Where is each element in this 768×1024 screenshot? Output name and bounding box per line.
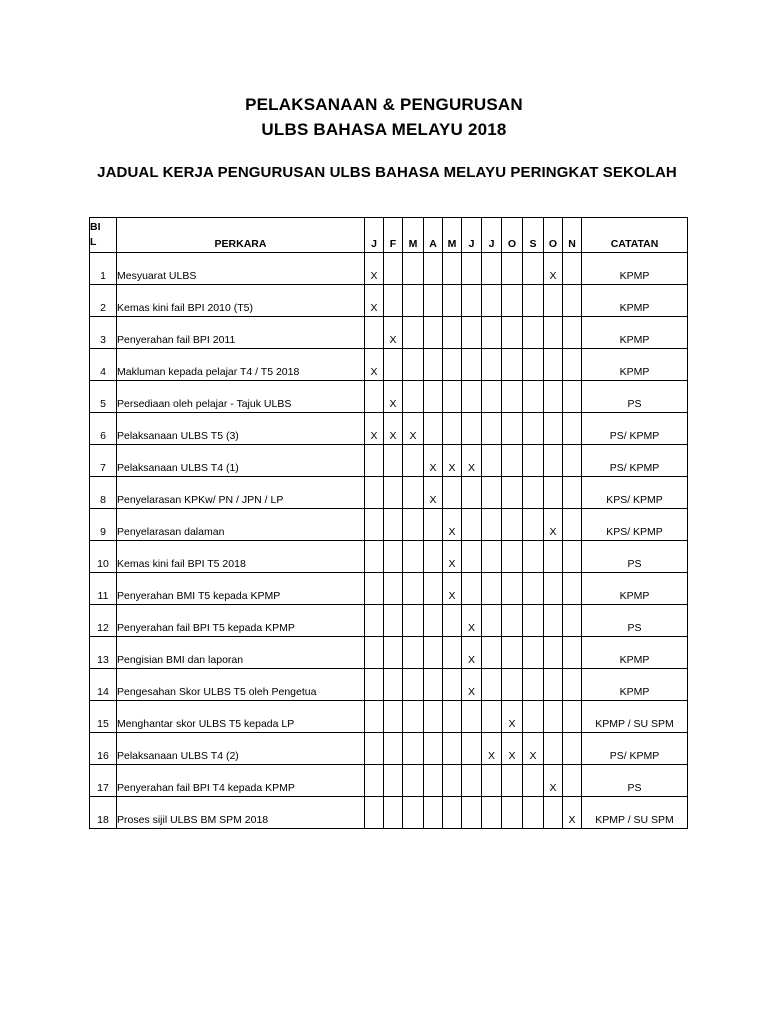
row-catatan: KPMP bbox=[582, 285, 688, 317]
month-mark-cell bbox=[365, 541, 384, 573]
month-mark-cell bbox=[443, 733, 462, 765]
month-mark-cell bbox=[462, 349, 482, 381]
table-row bbox=[90, 477, 688, 509]
month-mark-cell bbox=[365, 605, 384, 637]
month-mark-cell bbox=[365, 733, 384, 765]
month-mark-cell bbox=[365, 637, 384, 669]
row-perkara: Penyerahan fail BPI 2011 bbox=[117, 317, 365, 349]
month-mark-cell: X bbox=[502, 733, 523, 765]
month-mark-cell bbox=[403, 381, 424, 413]
month-mark-cell: X bbox=[462, 445, 482, 477]
month-mark-cell bbox=[563, 349, 582, 381]
month-mark-cell bbox=[384, 477, 403, 509]
row-perkara: Pelaksanaan ULBS T5 (3) bbox=[117, 413, 365, 445]
month-mark-cell bbox=[443, 765, 462, 797]
month-mark-cell bbox=[365, 765, 384, 797]
month-mark-cell bbox=[502, 381, 523, 413]
month-mark-cell bbox=[544, 605, 563, 637]
month-mark-cell bbox=[544, 541, 563, 573]
month-mark-cell bbox=[563, 381, 582, 413]
row-number: 8 bbox=[90, 477, 117, 509]
month-mark-cell bbox=[403, 285, 424, 317]
table-row bbox=[90, 669, 688, 701]
month-mark-cell bbox=[443, 797, 462, 829]
row-catatan: KPMP bbox=[582, 317, 688, 349]
month-mark-cell bbox=[403, 477, 424, 509]
row-catatan: KPMP bbox=[582, 349, 688, 381]
month-mark-cell bbox=[462, 733, 482, 765]
month-mark-cell bbox=[563, 445, 582, 477]
month-mark-cell: X bbox=[384, 381, 403, 413]
month-mark-cell: X bbox=[424, 477, 443, 509]
month-mark-cell bbox=[523, 509, 544, 541]
month-mark-cell bbox=[502, 541, 523, 573]
month-mark-cell bbox=[502, 317, 523, 349]
header-bil-line2: L bbox=[90, 236, 97, 248]
month-mark-cell: X bbox=[443, 541, 462, 573]
row-number: 7 bbox=[90, 445, 117, 477]
month-mark-cell bbox=[523, 253, 544, 285]
month-mark-cell bbox=[462, 701, 482, 733]
month-mark-cell bbox=[403, 509, 424, 541]
row-perkara: Kemas kini fail BPI T5 2018 bbox=[117, 541, 365, 573]
month-mark-cell bbox=[502, 573, 523, 605]
month-mark-cell bbox=[403, 573, 424, 605]
month-mark-cell bbox=[523, 413, 544, 445]
month-mark-cell bbox=[523, 445, 544, 477]
month-mark-cell bbox=[403, 733, 424, 765]
row-number: 18 bbox=[90, 797, 117, 829]
month-mark-cell: X bbox=[544, 253, 563, 285]
row-perkara: Menghantar skor ULBS T5 kepada LP bbox=[117, 701, 365, 733]
row-number: 12 bbox=[90, 605, 117, 637]
month-mark-cell bbox=[502, 349, 523, 381]
table-row bbox=[90, 765, 688, 797]
month-mark-cell bbox=[544, 573, 563, 605]
month-mark-cell bbox=[482, 413, 502, 445]
month-mark-cell bbox=[482, 701, 502, 733]
month-mark-cell bbox=[443, 285, 462, 317]
month-mark-cell bbox=[502, 477, 523, 509]
month-mark-cell bbox=[523, 701, 544, 733]
month-mark-cell bbox=[544, 669, 563, 701]
header-month: M bbox=[443, 218, 462, 253]
month-mark-cell bbox=[482, 605, 502, 637]
month-mark-cell bbox=[544, 381, 563, 413]
month-mark-cell bbox=[563, 573, 582, 605]
month-mark-cell bbox=[462, 477, 482, 509]
month-mark-cell bbox=[523, 797, 544, 829]
month-mark-cell bbox=[523, 765, 544, 797]
month-mark-cell bbox=[544, 349, 563, 381]
row-number: 17 bbox=[90, 765, 117, 797]
month-mark-cell: X bbox=[443, 445, 462, 477]
header-month: J bbox=[462, 218, 482, 253]
month-mark-cell bbox=[424, 765, 443, 797]
row-number: 3 bbox=[90, 317, 117, 349]
month-mark-cell bbox=[482, 637, 502, 669]
month-mark-cell bbox=[502, 413, 523, 445]
month-mark-cell bbox=[384, 285, 403, 317]
row-number: 13 bbox=[90, 637, 117, 669]
month-mark-cell: X bbox=[443, 509, 462, 541]
month-mark-cell bbox=[544, 797, 563, 829]
month-mark-cell bbox=[424, 349, 443, 381]
month-mark-cell bbox=[403, 765, 424, 797]
month-mark-cell: X bbox=[482, 733, 502, 765]
month-mark-cell bbox=[424, 381, 443, 413]
table-row bbox=[90, 509, 688, 541]
month-mark-cell: X bbox=[462, 637, 482, 669]
row-number: 16 bbox=[90, 733, 117, 765]
table-row bbox=[90, 445, 688, 477]
month-mark-cell bbox=[462, 573, 482, 605]
row-perkara: Pelaksanaan ULBS T4 (2) bbox=[117, 733, 365, 765]
month-mark-cell bbox=[523, 285, 544, 317]
table-row bbox=[90, 541, 688, 573]
table-row bbox=[90, 637, 688, 669]
row-perkara: Persediaan oleh pelajar - Tajuk ULBS bbox=[117, 381, 365, 413]
month-mark-cell bbox=[384, 701, 403, 733]
month-mark-cell bbox=[403, 605, 424, 637]
header-month: J bbox=[482, 218, 502, 253]
row-catatan: KPMP / SU SPM bbox=[582, 701, 688, 733]
month-mark-cell bbox=[424, 253, 443, 285]
month-mark-cell bbox=[462, 509, 482, 541]
document-title-line1: PELAKSANAAN & PENGURUSAN bbox=[245, 95, 523, 114]
row-perkara: Penyelarasan KPKw/ PN / JPN / LP bbox=[117, 477, 365, 509]
month-mark-cell: X bbox=[462, 669, 482, 701]
month-mark-cell: X bbox=[563, 797, 582, 829]
month-mark-cell bbox=[403, 637, 424, 669]
month-mark-cell bbox=[482, 541, 502, 573]
month-mark-cell bbox=[462, 765, 482, 797]
month-mark-cell bbox=[482, 509, 502, 541]
row-catatan: PS bbox=[582, 381, 688, 413]
month-mark-cell bbox=[523, 317, 544, 349]
month-mark-cell bbox=[502, 253, 523, 285]
month-mark-cell bbox=[403, 253, 424, 285]
month-mark-cell bbox=[563, 669, 582, 701]
month-mark-cell bbox=[462, 317, 482, 349]
month-mark-cell bbox=[544, 733, 563, 765]
month-mark-cell bbox=[544, 701, 563, 733]
month-mark-cell bbox=[384, 733, 403, 765]
month-mark-cell bbox=[403, 797, 424, 829]
row-catatan: KPS/ KPMP bbox=[582, 477, 688, 509]
header-month: M bbox=[403, 218, 424, 253]
row-perkara: Proses sijil ULBS BM SPM 2018 bbox=[117, 797, 365, 829]
month-mark-cell bbox=[365, 317, 384, 349]
month-mark-cell: X bbox=[443, 573, 462, 605]
row-catatan: KPMP bbox=[582, 669, 688, 701]
month-mark-cell bbox=[502, 797, 523, 829]
month-mark-cell bbox=[462, 381, 482, 413]
month-mark-cell bbox=[523, 477, 544, 509]
month-mark-cell bbox=[523, 381, 544, 413]
month-mark-cell bbox=[424, 573, 443, 605]
month-mark-cell bbox=[403, 349, 424, 381]
month-mark-cell: X bbox=[365, 253, 384, 285]
month-mark-cell bbox=[544, 637, 563, 669]
month-mark-cell bbox=[443, 413, 462, 445]
month-mark-cell bbox=[424, 541, 443, 573]
month-mark-cell bbox=[563, 733, 582, 765]
table-row bbox=[90, 317, 688, 349]
month-mark-cell bbox=[482, 669, 502, 701]
row-catatan: PS bbox=[582, 541, 688, 573]
document-title-line2: ULBS BAHASA MELAYU 2018 bbox=[261, 120, 507, 139]
month-mark-cell bbox=[482, 445, 502, 477]
month-mark-cell bbox=[563, 701, 582, 733]
month-mark-cell: X bbox=[384, 317, 403, 349]
month-mark-cell bbox=[365, 573, 384, 605]
month-mark-cell: X bbox=[544, 765, 563, 797]
table-row bbox=[90, 797, 688, 829]
month-mark-cell bbox=[365, 381, 384, 413]
month-mark-cell bbox=[443, 701, 462, 733]
table-row bbox=[90, 573, 688, 605]
row-catatan: KPMP bbox=[582, 637, 688, 669]
row-catatan: PS bbox=[582, 765, 688, 797]
month-mark-cell bbox=[424, 637, 443, 669]
month-mark-cell bbox=[482, 349, 502, 381]
month-mark-cell bbox=[424, 733, 443, 765]
table-row bbox=[90, 285, 688, 317]
month-mark-cell bbox=[403, 317, 424, 349]
month-mark-cell: X bbox=[424, 445, 443, 477]
row-perkara: Makluman kepada pelajar T4 / T5 2018 bbox=[117, 349, 365, 381]
month-mark-cell bbox=[523, 573, 544, 605]
month-mark-cell bbox=[384, 509, 403, 541]
month-mark-cell bbox=[563, 413, 582, 445]
row-number: 14 bbox=[90, 669, 117, 701]
month-mark-cell bbox=[365, 509, 384, 541]
month-mark-cell: X bbox=[462, 605, 482, 637]
row-catatan: KPMP bbox=[582, 253, 688, 285]
row-perkara: Pelaksanaan ULBS T4 (1) bbox=[117, 445, 365, 477]
header-month: N bbox=[563, 218, 582, 253]
row-catatan: KPMP / SU SPM bbox=[582, 797, 688, 829]
month-mark-cell bbox=[443, 477, 462, 509]
header-month: S bbox=[523, 218, 544, 253]
month-mark-cell bbox=[482, 765, 502, 797]
month-mark-cell bbox=[403, 701, 424, 733]
table-row bbox=[90, 253, 688, 285]
month-mark-cell bbox=[563, 605, 582, 637]
month-mark-cell bbox=[482, 573, 502, 605]
month-mark-cell bbox=[462, 253, 482, 285]
table-row bbox=[90, 413, 688, 445]
month-mark-cell bbox=[384, 765, 403, 797]
month-mark-cell bbox=[443, 349, 462, 381]
month-mark-cell bbox=[544, 285, 563, 317]
month-mark-cell: X bbox=[365, 285, 384, 317]
month-mark-cell bbox=[502, 285, 523, 317]
month-mark-cell bbox=[365, 701, 384, 733]
month-mark-cell bbox=[563, 541, 582, 573]
row-catatan: PS/ KPMP bbox=[582, 413, 688, 445]
table-row bbox=[90, 701, 688, 733]
month-mark-cell: X bbox=[502, 701, 523, 733]
row-perkara: Pengisian BMI dan laporan bbox=[117, 637, 365, 669]
row-catatan: KPMP bbox=[582, 573, 688, 605]
header-month: J bbox=[365, 218, 384, 253]
month-mark-cell: X bbox=[523, 733, 544, 765]
month-mark-cell bbox=[502, 509, 523, 541]
month-mark-cell bbox=[424, 605, 443, 637]
month-mark-cell bbox=[563, 637, 582, 669]
month-mark-cell bbox=[424, 317, 443, 349]
month-mark-cell bbox=[443, 317, 462, 349]
header-catatan: CATATAN bbox=[582, 218, 688, 253]
month-mark-cell bbox=[443, 253, 462, 285]
month-mark-cell bbox=[523, 541, 544, 573]
month-mark-cell bbox=[384, 797, 403, 829]
month-mark-cell bbox=[424, 285, 443, 317]
document-subtitle: JADUAL KERJA PENGURUSAN ULBS BAHASA MELAYU PERINGKAT SEKOLAH bbox=[97, 164, 677, 181]
month-mark-cell: X bbox=[403, 413, 424, 445]
row-number: 2 bbox=[90, 285, 117, 317]
row-catatan: PS/ KPMP bbox=[582, 445, 688, 477]
row-perkara: Penyelarasan dalaman bbox=[117, 509, 365, 541]
header-month: O bbox=[502, 218, 523, 253]
month-mark-cell bbox=[544, 317, 563, 349]
table-row bbox=[90, 733, 688, 765]
header-month: A bbox=[424, 218, 443, 253]
month-mark-cell bbox=[523, 669, 544, 701]
row-number: 11 bbox=[90, 573, 117, 605]
month-mark-cell bbox=[384, 637, 403, 669]
month-mark-cell bbox=[482, 317, 502, 349]
month-mark-cell bbox=[523, 637, 544, 669]
row-number: 5 bbox=[90, 381, 117, 413]
month-mark-cell bbox=[502, 445, 523, 477]
month-mark-cell bbox=[523, 605, 544, 637]
month-mark-cell bbox=[462, 285, 482, 317]
month-mark-cell bbox=[365, 477, 384, 509]
table-body bbox=[90, 253, 688, 829]
row-number: 4 bbox=[90, 349, 117, 381]
month-mark-cell bbox=[384, 445, 403, 477]
month-mark-cell bbox=[482, 477, 502, 509]
month-mark-cell bbox=[563, 285, 582, 317]
month-mark-cell bbox=[544, 477, 563, 509]
header-bil bbox=[90, 218, 117, 253]
month-mark-cell bbox=[563, 509, 582, 541]
row-number: 6 bbox=[90, 413, 117, 445]
month-mark-cell bbox=[403, 445, 424, 477]
month-mark-cell bbox=[462, 541, 482, 573]
row-catatan: PS/ KPMP bbox=[582, 733, 688, 765]
row-perkara: Mesyuarat ULBS bbox=[117, 253, 365, 285]
row-perkara: Kemas kini fail BPI 2010 (T5) bbox=[117, 285, 365, 317]
month-mark-cell bbox=[482, 797, 502, 829]
header-perkara: PERKARA bbox=[117, 218, 365, 253]
month-mark-cell bbox=[563, 317, 582, 349]
month-mark-cell bbox=[502, 765, 523, 797]
row-catatan: KPS/ KPMP bbox=[582, 509, 688, 541]
month-mark-cell bbox=[502, 605, 523, 637]
month-mark-cell bbox=[384, 349, 403, 381]
month-mark-cell bbox=[544, 445, 563, 477]
header-month: O bbox=[544, 218, 563, 253]
month-mark-cell bbox=[502, 669, 523, 701]
month-mark-cell bbox=[384, 541, 403, 573]
month-mark-cell bbox=[365, 797, 384, 829]
month-mark-cell bbox=[443, 605, 462, 637]
month-mark-cell bbox=[523, 349, 544, 381]
month-mark-cell bbox=[384, 669, 403, 701]
month-mark-cell: X bbox=[365, 349, 384, 381]
month-mark-cell bbox=[482, 381, 502, 413]
month-mark-cell: X bbox=[365, 413, 384, 445]
month-mark-cell bbox=[384, 253, 403, 285]
schedule-table bbox=[89, 217, 688, 829]
table-row bbox=[90, 349, 688, 381]
month-mark-cell bbox=[443, 669, 462, 701]
header-month: F bbox=[384, 218, 403, 253]
header-bil-line1: BI bbox=[90, 221, 101, 233]
month-mark-cell bbox=[365, 669, 384, 701]
month-mark-cell bbox=[443, 381, 462, 413]
month-mark-cell bbox=[424, 413, 443, 445]
month-mark-cell bbox=[482, 285, 502, 317]
month-mark-cell bbox=[424, 797, 443, 829]
row-number: 9 bbox=[90, 509, 117, 541]
month-mark-cell bbox=[384, 605, 403, 637]
row-number: 10 bbox=[90, 541, 117, 573]
month-mark-cell bbox=[365, 445, 384, 477]
row-catatan: PS bbox=[582, 605, 688, 637]
month-mark-cell bbox=[403, 541, 424, 573]
month-mark-cell bbox=[502, 637, 523, 669]
month-mark-cell: X bbox=[544, 509, 563, 541]
row-perkara: Pengesahan Skor ULBS T5 oleh Pengetua bbox=[117, 669, 365, 701]
row-number: 15 bbox=[90, 701, 117, 733]
month-mark-cell bbox=[462, 797, 482, 829]
row-perkara: Penyerahan fail BPI T4 kepada KPMP bbox=[117, 765, 365, 797]
row-perkara: Penyerahan fail BPI T5 kepada KPMP bbox=[117, 605, 365, 637]
month-mark-cell bbox=[544, 413, 563, 445]
month-mark-cell bbox=[482, 253, 502, 285]
month-mark-cell bbox=[424, 509, 443, 541]
month-mark-cell bbox=[563, 765, 582, 797]
month-mark-cell: X bbox=[384, 413, 403, 445]
month-mark-cell bbox=[384, 573, 403, 605]
table-row bbox=[90, 381, 688, 413]
month-mark-cell bbox=[424, 701, 443, 733]
month-mark-cell bbox=[424, 669, 443, 701]
month-mark-cell bbox=[462, 413, 482, 445]
month-mark-cell bbox=[563, 477, 582, 509]
month-mark-cell bbox=[403, 669, 424, 701]
row-number: 1 bbox=[90, 253, 117, 285]
table-row bbox=[90, 605, 688, 637]
table-header-row bbox=[90, 218, 688, 253]
month-mark-cell bbox=[443, 637, 462, 669]
month-mark-cell bbox=[563, 253, 582, 285]
row-perkara: Penyerahan BMI T5 kepada KPMP bbox=[117, 573, 365, 605]
